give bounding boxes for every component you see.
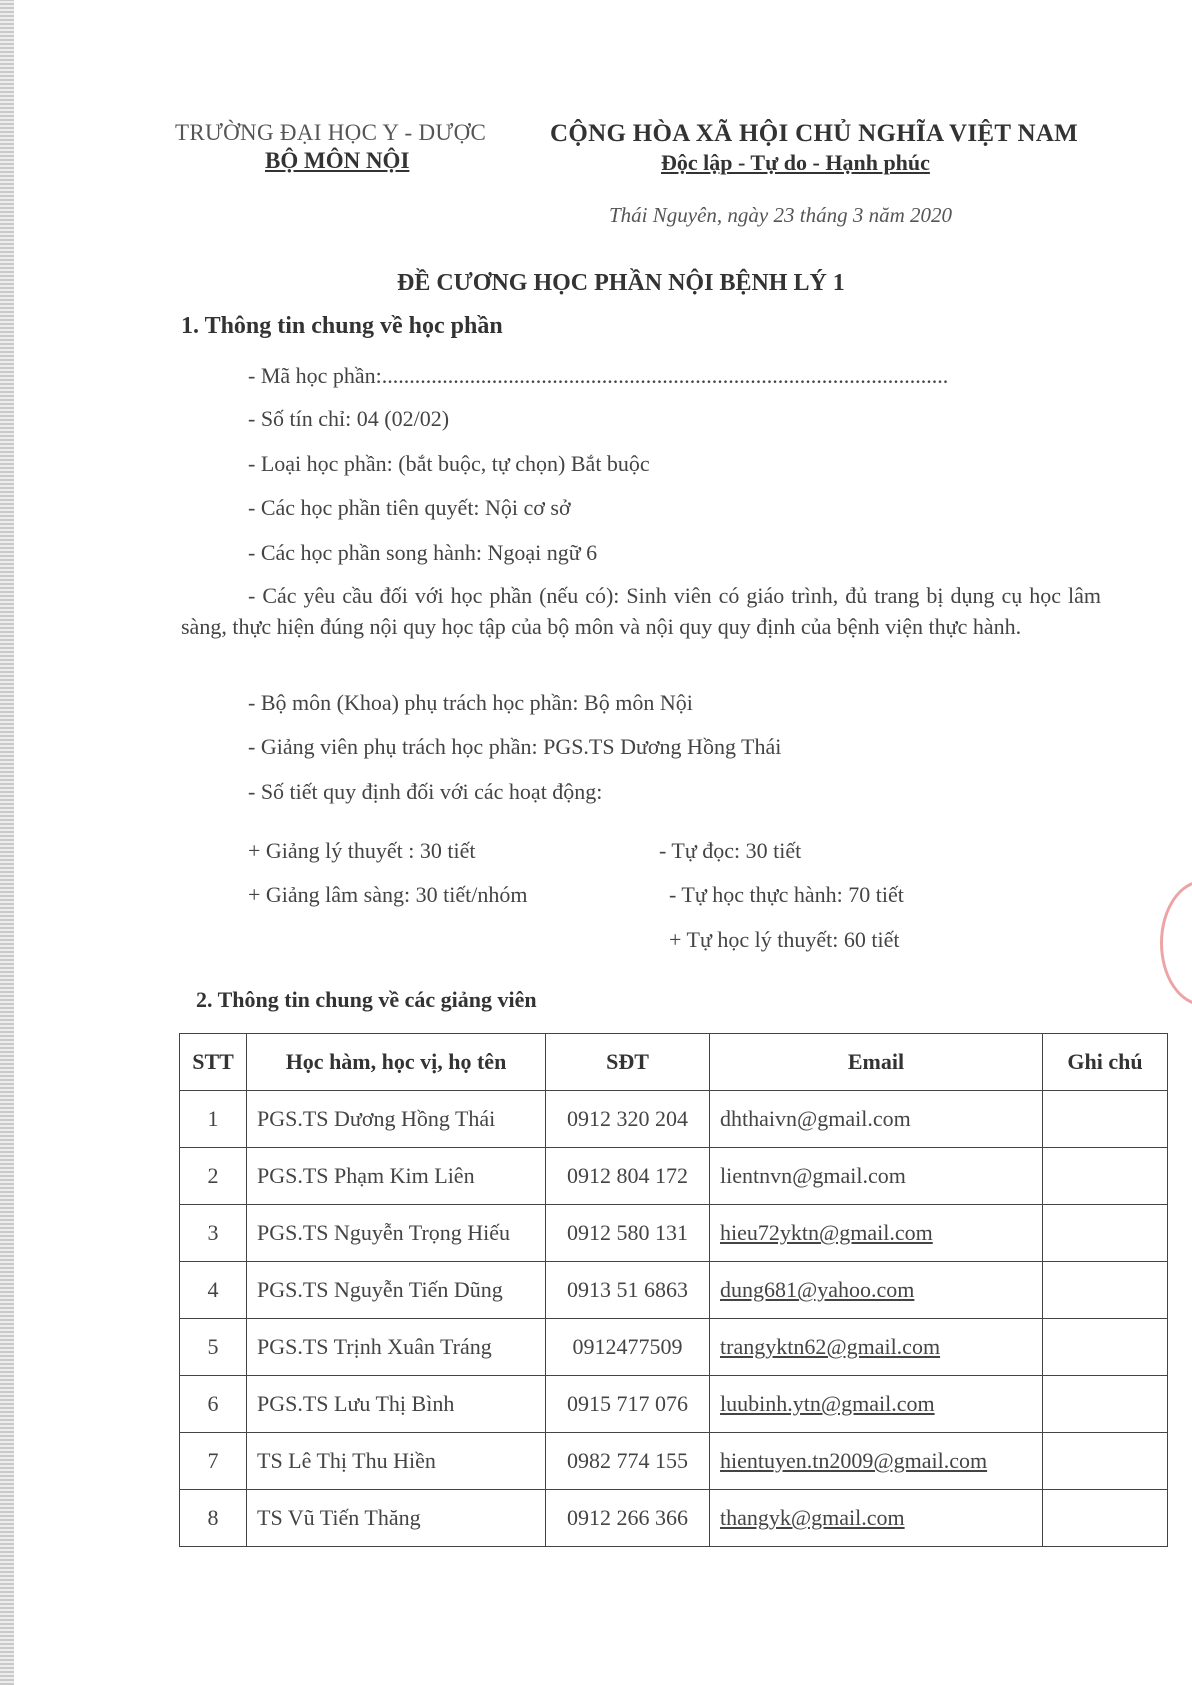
- hours-clinical: + Giảng lâm sàng: 30 tiết/nhóm: [248, 882, 528, 907]
- column-header: Học hàm, học vị, họ tên: [247, 1034, 546, 1091]
- lecturer-note: [1043, 1148, 1168, 1205]
- row-number: 2: [180, 1148, 247, 1205]
- nation-title: CỘNG HÒA XÃ HỘI CHỦ NGHĨA VIỆT NAM: [550, 120, 1079, 147]
- red-stamp-partial: [1160, 880, 1192, 1006]
- hours-self-read: - Tự đọc: 30 tiết: [659, 838, 802, 863]
- lecturer-name: PGS.TS Dương Hồng Thái: [247, 1091, 546, 1148]
- national-motto: Độc lập - Tự do - Hạnh phúc: [661, 150, 930, 175]
- lecturer-note: [1043, 1319, 1168, 1376]
- row-number: 1: [180, 1091, 247, 1148]
- table-row: [180, 1319, 1168, 1376]
- lecturer-note: [1043, 1376, 1168, 1433]
- lecturer-phone: 0912 804 172: [546, 1148, 710, 1205]
- lecturer-email: trangyktn62@gmail.com: [710, 1319, 1043, 1376]
- hours-intro: - Số tiết quy định đối với các hoạt động:: [248, 779, 603, 804]
- lecturer-note: [1043, 1433, 1168, 1490]
- lecturer-note: [1043, 1262, 1168, 1319]
- hours-theory: + Giảng lý thuyết : 30 tiết: [248, 838, 476, 863]
- lecturer-email: hientuyen.tn2009@gmail.com: [710, 1433, 1043, 1490]
- scan-left-edge: [0, 0, 14, 1685]
- table-row: [180, 1148, 1168, 1205]
- table-row: [180, 1376, 1168, 1433]
- lecturer-email: lientnvn@gmail.com: [710, 1148, 1043, 1205]
- department-name: BỘ MÔN NỘI: [265, 148, 410, 173]
- row-number: 3: [180, 1205, 247, 1262]
- lecturer-name: PGS.TS Phạm Kim Liên: [247, 1148, 546, 1205]
- lecturer-email: hieu72yktn@gmail.com: [710, 1205, 1043, 1262]
- lecturer-phone: 0912 266 366: [546, 1490, 710, 1547]
- table-row: [180, 1490, 1168, 1547]
- lecturer-note: [1043, 1205, 1168, 1262]
- row-number: 5: [180, 1319, 247, 1376]
- course-requirements: [181, 580, 1101, 642]
- row-number: 4: [180, 1262, 247, 1319]
- lecturer-email: dung681@yahoo.com: [710, 1262, 1043, 1319]
- lecturer-in-charge: - Giảng viên phụ trách học phần: PGS.TS Dương Hồng Thái: [248, 734, 782, 759]
- table-row: [180, 1205, 1168, 1262]
- column-header: SĐT: [546, 1034, 710, 1091]
- hours-self-practice: - Tự học thực hành: 70 tiết: [669, 882, 904, 907]
- school-name: TRƯỜNG ĐẠI HỌC Y - DƯỢC: [175, 120, 487, 145]
- department-in-charge: - Bộ môn (Khoa) phụ trách học phần: Bộ môn Nội: [248, 690, 693, 715]
- parallel-courses: - Các học phần song hành: Ngoại ngữ 6: [248, 540, 598, 565]
- column-header: STT: [180, 1034, 247, 1091]
- row-number: 7: [180, 1433, 247, 1490]
- lecturer-table: [179, 1033, 1168, 1547]
- course-requirements-text: - Các yêu cầu đối với học phần (nếu có): Sinh viên có giáo trình, đủ trang bị dụng cụ học lâm sàng, thực hiện đúng nội quy học tập của bộ môn và nội quy quy định của bệnh viện thực hành.: [181, 583, 1101, 639]
- column-header: Ghi chú: [1043, 1034, 1168, 1091]
- lecturer-name: TS Vũ Tiến Thăng: [247, 1490, 546, 1547]
- lecturer-phone: 0912 580 131: [546, 1205, 710, 1262]
- lecturer-name: PGS.TS Nguyễn Tiến Dũng: [247, 1262, 546, 1319]
- lecturer-note: [1043, 1091, 1168, 1148]
- lecturer-phone: 0912 320 204: [546, 1091, 710, 1148]
- lecturer-phone: 0982 774 155: [546, 1433, 710, 1490]
- lecturer-phone: 0912477509: [546, 1319, 710, 1376]
- lecturer-email: luubinh.ytn@gmail.com: [710, 1376, 1043, 1433]
- lecturer-phone: 0915 717 076: [546, 1376, 710, 1433]
- hours-self-theory: + Tự học lý thuyết: 60 tiết: [669, 927, 900, 952]
- column-header: Email: [710, 1034, 1043, 1091]
- lecturer-email: thangyk@gmail.com: [710, 1490, 1043, 1547]
- table-row: [180, 1091, 1168, 1148]
- section-2-heading: 2. Thông tin chung về các giảng viên: [196, 987, 537, 1012]
- row-number: 6: [180, 1376, 247, 1433]
- credits: - Số tín chỉ: 04 (02/02): [248, 406, 450, 431]
- lecturer-note: [1043, 1490, 1168, 1547]
- lecturer-email: dhthaivn@gmail.com: [710, 1091, 1043, 1148]
- course-type: - Loại học phần: (bắt buộc, tự chọn) Bắt buộc: [248, 451, 650, 476]
- lecturer-name: PGS.TS Nguyễn Trọng Hiếu: [247, 1205, 546, 1262]
- prerequisites: - Các học phần tiên quyết: Nội cơ sở: [248, 495, 571, 520]
- table-row: [180, 1262, 1168, 1319]
- date-line: Thái Nguyên, ngày 23 tháng 3 năm 2020: [609, 203, 952, 227]
- course-code: - Mã học phần:.......................................................................................................: [248, 363, 949, 388]
- lecturer-phone: 0913 51 6863: [546, 1262, 710, 1319]
- lecturer-name: PGS.TS Lưu Thị Bình: [247, 1376, 546, 1433]
- lecturer-name: PGS.TS Trịnh Xuân Tráng: [247, 1319, 546, 1376]
- section-1-heading: 1. Thông tin chung về học phần: [181, 313, 503, 339]
- table-header-row: [180, 1034, 1168, 1091]
- lecturer-name: TS Lê Thị Thu Hiền: [247, 1433, 546, 1490]
- row-number: 8: [180, 1490, 247, 1547]
- document-title: ĐỀ CƯƠNG HỌC PHẦN NỘI BỆNH LÝ 1: [397, 270, 845, 296]
- table-row: [180, 1433, 1168, 1490]
